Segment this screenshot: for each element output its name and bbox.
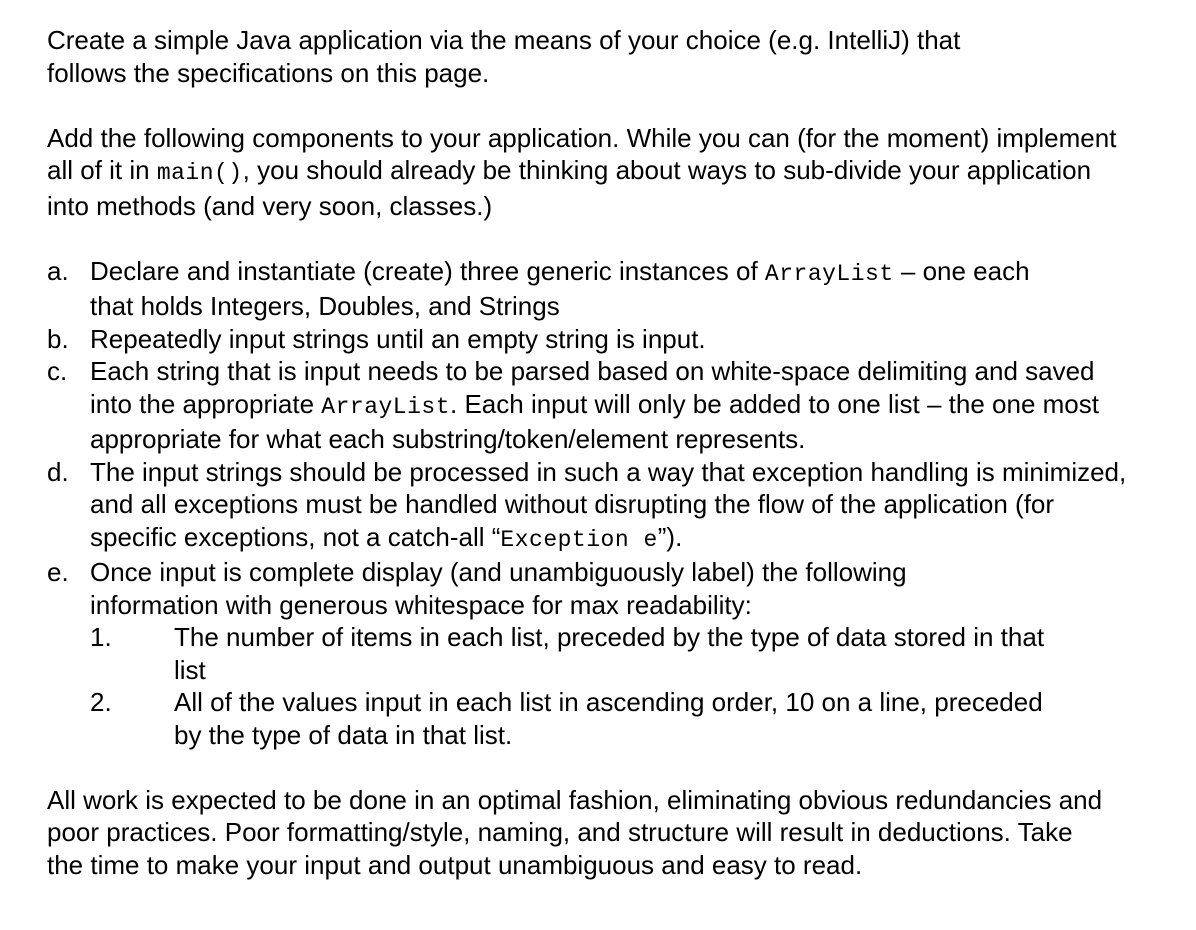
requirement-text: The input strings should be processed in such a way that exception handling is minimized, and all exceptions must be handled without disrupting the flow of the application (for specific exceptions, not a catch-all “ (90, 456, 1127, 552)
requirement-text: ”). (657, 521, 683, 552)
requirement-text: Each string that is input needs to be parsed based on white-space delimiting and saved into the appropriate (90, 356, 1095, 419)
requirement-text: – one each that holds Integers, Doubles, and Strings (90, 255, 1030, 321)
requirement-b (47, 323, 1167, 356)
requirement-e (47, 556, 1020, 621)
requirement-e-sub-2 (47, 686, 1064, 751)
requirement-a (47, 255, 1070, 323)
requirement-c (47, 355, 1140, 456)
requirement-text: Repeatedly input strings until an empty string is input. (90, 323, 706, 354)
requirement-text: Once input is complete display (and unambiguously label) the following information with generous whitespace for max readability: (90, 557, 907, 620)
sub-requirement-text: All of the values input in each list in ascending order, 10 on a line, preceded by the type of data in that list. (174, 687, 1043, 750)
sub-list-marker: 1. (90, 622, 112, 652)
arraylist-code: ArrayList (321, 393, 451, 420)
document-page (47, 24, 1167, 881)
requirement-e-sub-1 (47, 621, 1064, 686)
main-method-code: main() (156, 160, 243, 186)
list-marker: e. (47, 557, 69, 587)
closing-paragraph: All work is expected to be done in an optimal fashion, eliminating obvious redundancies and poor practices. Poor formatting/style, naming, and structure will result in deductions. Take the time to make your input and output unambiguous and easy to read. (47, 784, 1103, 880)
list-marker: d. (47, 456, 69, 487)
arraylist-code: ArrayList (764, 260, 894, 287)
list-marker: a. (47, 255, 69, 286)
paragraph-spacer (47, 751, 1167, 784)
list-marker: c. (47, 356, 68, 386)
list-marker: b. (47, 323, 69, 354)
sub-requirement-text: The number of items in each list, preceded by the type of data stored in that list (174, 622, 1045, 685)
paragraph-spacer (47, 222, 1167, 255)
sub-list-marker: 2. (90, 687, 112, 717)
requirement-text: Declare and instantiate (create) three generic instances of (90, 255, 765, 286)
components-paragraph (47, 122, 1127, 223)
requirement-d (47, 456, 1140, 557)
requirement-text: . Each input will only be added to one list – the one most appropriate for what each substring/token/element represents. (90, 388, 1099, 454)
components-text-before: Add the following components to your application. While you can (for the moment) implement all of it in (47, 122, 1117, 185)
paragraph-spacer (47, 89, 1167, 122)
components-text-after: , you should already be thinking about ways to sub-divide your application into methods (and very soon, classes.) (47, 155, 1092, 221)
intro-paragraph: Create a simple Java application via the means of your choice (e.g. IntelliJ) that follows the specifications on this page. (47, 25, 961, 88)
requirements-list (47, 255, 1167, 752)
exception-code: Exception e (500, 526, 658, 553)
